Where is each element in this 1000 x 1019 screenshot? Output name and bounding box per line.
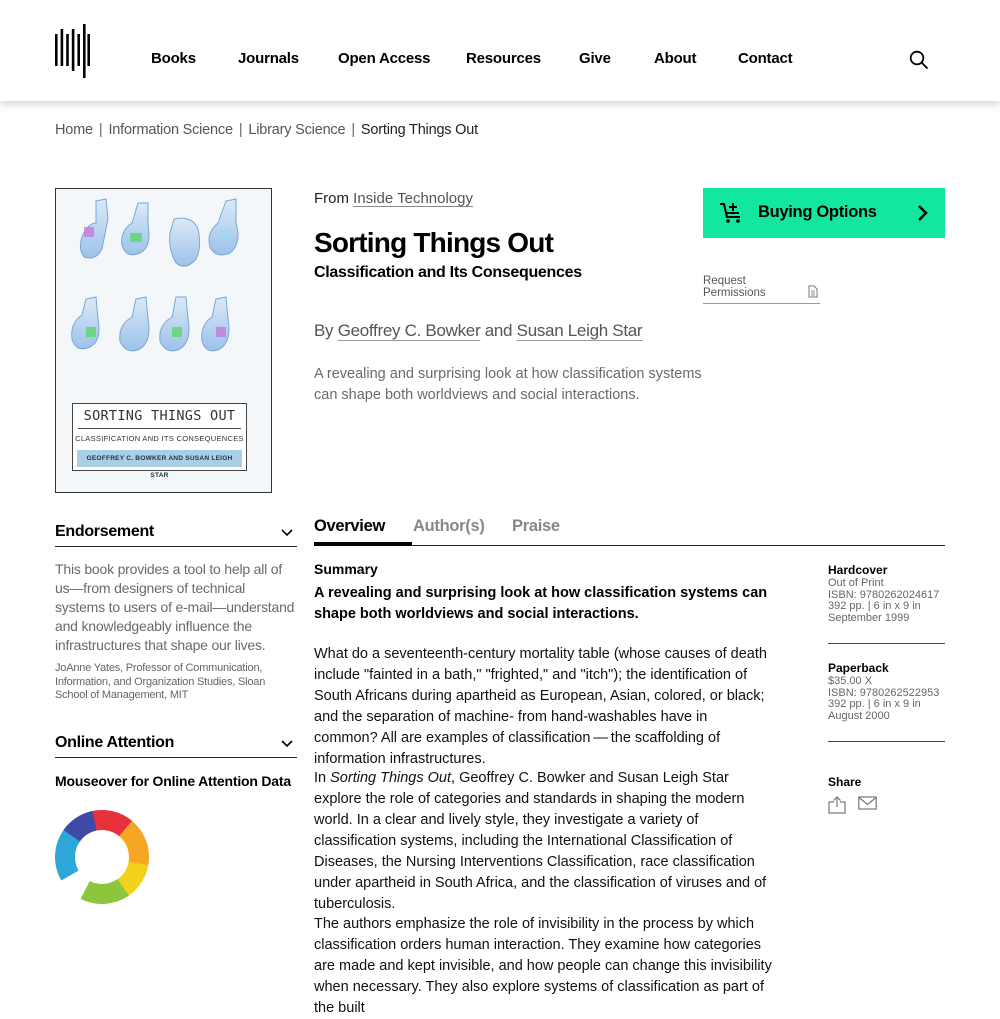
- format-date: August 2000: [828, 710, 890, 723]
- format-price: Out of Print: [828, 576, 884, 589]
- endorsement-quote: This book provides a tool to help all of us—from designers of technical systems to users of e-mail—understand and knowledgeably influence the infrastructures that shape our lives.: [55, 561, 295, 653]
- permissions-label-2: Permissions: [703, 287, 766, 299]
- format-divider: [828, 741, 945, 742]
- nav-books[interactable]: Books: [151, 50, 196, 67]
- summary-paragraph-3: The authors emphasize the role of invisibility in the process by which classification orders human interaction. They examine how categories are made and kept invisible, and how people can change this invisibility when necessary. They also explore systems of classification as part of the built: [314, 916, 772, 1016]
- tab-authors[interactable]: Author(s): [413, 517, 485, 535]
- breadcrumb-current: Sorting Things Out: [360, 122, 478, 138]
- buying-options-label: Buying Options: [758, 203, 877, 221]
- online-attention-header[interactable]: [55, 734, 297, 758]
- tab-overview[interactable]: Overview: [314, 517, 385, 535]
- online-attention-heading: Online Attention: [55, 734, 175, 751]
- format-name: Paperback: [828, 661, 889, 675]
- format-name: Hardcover: [828, 563, 888, 577]
- byline: [314, 321, 642, 341]
- attention-mouseover-label: Mouseover for Online Attention Data: [55, 773, 291, 789]
- nav-open-access[interactable]: Open Access: [338, 50, 431, 67]
- format-hardcover: [828, 565, 939, 625]
- format-pages: 392 pp. | 6 in x 9 in: [828, 698, 921, 711]
- breadcrumb-library-science[interactable]: Library Science: [248, 122, 346, 138]
- book-title: Sorting Things Out: [314, 227, 554, 258]
- breadcrumb-home[interactable]: Home: [55, 122, 93, 138]
- format-price: $35.00 X: [828, 674, 873, 687]
- breadcrumb: Home | Information Science | Library Science | Sorting Things Out: [55, 122, 478, 138]
- press-logo-icon[interactable]: [55, 24, 90, 78]
- format-isbn: ISBN: 9780262024617: [828, 588, 940, 601]
- book-blurb: A revealing and surprising look at how classification systems can shape both worldviews and social interactions.: [314, 366, 702, 403]
- tab-praise[interactable]: Praise: [512, 517, 560, 535]
- altmetric-donut-icon[interactable]: [55, 810, 149, 904]
- cover-subtitle: CLASSIFICATION AND ITS CONSEQUENCES: [75, 434, 244, 443]
- series-link[interactable]: Inside Technology: [353, 190, 473, 207]
- book-cover: [55, 188, 272, 493]
- chevron-down-icon: [281, 740, 293, 748]
- by-label: By: [314, 321, 334, 340]
- book-subtitle: Classification and Its Consequences: [314, 264, 582, 281]
- share-heading: Share: [828, 775, 862, 789]
- email-icon[interactable]: [858, 796, 877, 810]
- breadcrumb-information-science[interactable]: Information Science: [108, 122, 233, 138]
- nav-give[interactable]: Give: [579, 50, 611, 67]
- series-line: [314, 190, 473, 207]
- search-icon[interactable]: [909, 50, 929, 70]
- chevron-down-icon: [281, 529, 293, 537]
- author-link-bowker[interactable]: Geoffrey C. Bowker: [337, 321, 481, 340]
- book-title-italic: Sorting Things Out: [330, 770, 452, 786]
- active-tab-indicator: [314, 542, 412, 546]
- nav-resources[interactable]: Resources: [466, 50, 541, 67]
- cover-title: SORTING THINGS OUT: [83, 408, 236, 424]
- nav-about[interactable]: About: [654, 50, 697, 67]
- site-header: [0, 0, 1000, 101]
- format-paperback: [828, 663, 939, 723]
- permissions-label-1: Request: [703, 275, 746, 287]
- endorsement-heading: Endorsement: [55, 523, 154, 540]
- cart-icon: [719, 201, 743, 225]
- format-date: September 1999: [828, 612, 910, 625]
- document-icon: [808, 285, 818, 298]
- share-icon[interactable]: [828, 796, 846, 814]
- request-permissions-link[interactable]: [703, 275, 820, 304]
- format-isbn: ISBN: 9780262522953: [828, 686, 940, 699]
- summary-heading: Summary: [314, 561, 378, 577]
- summary-paragraph-2: In Sorting Things Out, Geoffrey C. Bowker and Susan Leigh Star explore the role of categories and standards in shaping the modern world. In a clear and lively style, they investigate a variety of classification systems, including the International Classification of Diseases, the Nursing Interventions Classification, race classification under apartheid in South Africa, and the classification of viruses and of tuberculosis.: [314, 770, 767, 912]
- cover-authors: GEOFFREY C. BOWKER AND SUSAN LEIGH STAR: [77, 450, 242, 467]
- endorsement-header[interactable]: [55, 523, 297, 547]
- and-label: and: [484, 321, 513, 340]
- from-label: From: [314, 190, 349, 207]
- author-link-star[interactable]: Susan Leigh Star: [516, 321, 643, 340]
- cover-title-box: [72, 403, 247, 479]
- chevron-right-icon: [917, 204, 929, 222]
- endorsement-source: JoAnne Yates, Professor of Communication, Information, and Organization Studies, Sloan School of Management, MIT: [55, 662, 266, 701]
- wristband-illustration: [56, 189, 273, 399]
- format-pages: 392 pp. | 6 in x 9 in: [828, 600, 921, 613]
- nav-journals[interactable]: Journals: [238, 50, 299, 67]
- format-divider: [828, 643, 945, 644]
- buying-options-button[interactable]: [703, 188, 945, 238]
- summary-lead: A revealing and surprising look at how classification systems can shape both worldviews and social interactions.: [314, 585, 768, 622]
- nav-contact[interactable]: Contact: [738, 50, 793, 67]
- summary-paragraph-1: What do a seventeenth-century mortality table (whose causes of death include "fainted in a bath," "frighted," and "itch"); the identification of South Africans during apartheid as European, Asian, colored, or black; and the separation of machine- from hand-washables have in common? All are examples of classification — the scaffolding of information infrastructures.: [314, 646, 767, 767]
